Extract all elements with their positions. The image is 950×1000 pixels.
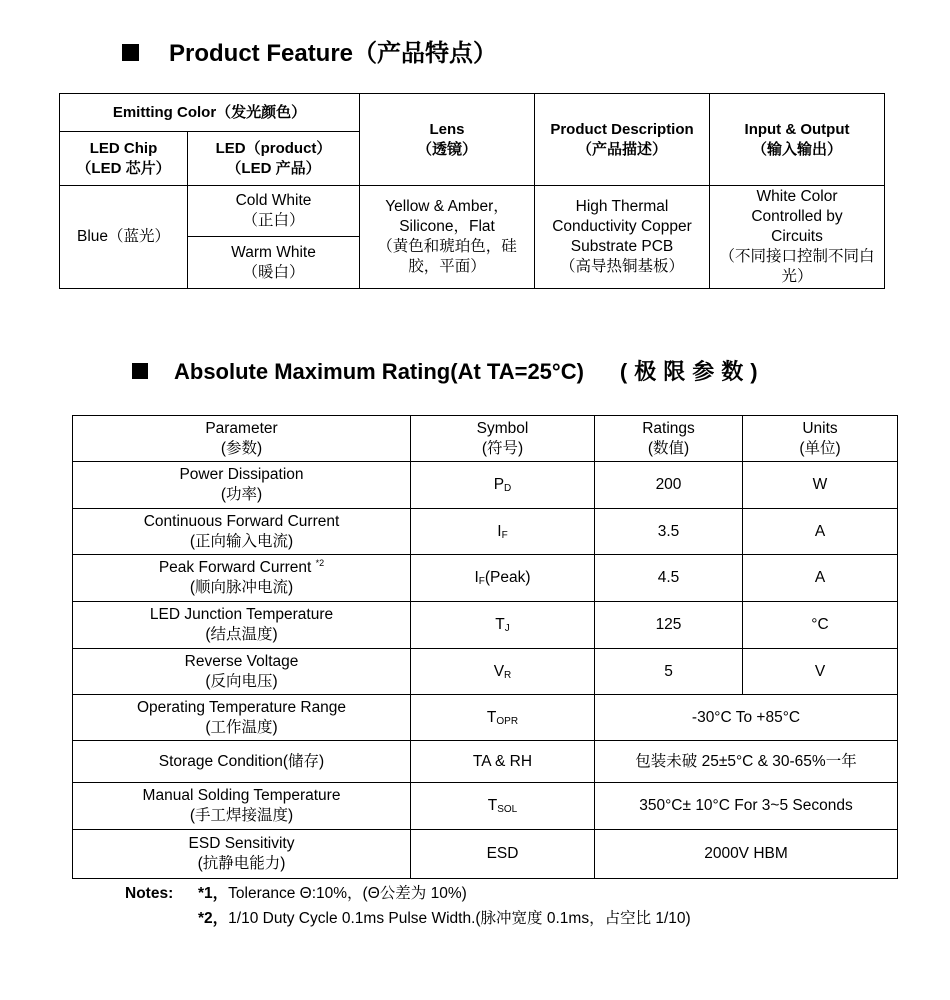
unit-cell: A (743, 555, 898, 602)
lens-header-cn: （透镜） (417, 140, 478, 158)
symbol-main: T (487, 797, 498, 814)
symbol-main: I (474, 569, 479, 586)
table-row (73, 695, 898, 741)
parameter-en: Peak Forward Current (158, 559, 312, 576)
rating-cell: 350°C± 10°C For 3~5 Seconds (595, 783, 898, 830)
symbol-subscript: D (504, 483, 512, 494)
unit-cell: A (743, 509, 898, 555)
product-feature-table (59, 93, 885, 289)
unit-cell: W (743, 462, 898, 509)
symbol-cell (411, 555, 595, 602)
parameter-cn: (正向输入电流) (189, 532, 294, 550)
rating-cell: -30°C To +85°C (595, 695, 898, 741)
symbol-header-en: Symbol (476, 419, 529, 437)
note-2-text: 1/10 Duty Cycle 0.1ms Pulse Width.(脉冲宽度 0.1ms，占空比 1/10) (228, 910, 691, 927)
parameter-cell (73, 783, 411, 830)
ratings-header-cn: (数值) (647, 439, 690, 457)
symbol-cell (411, 462, 595, 509)
symbol-cell: ESD (411, 830, 595, 879)
parameter-cn: (功率) (220, 486, 263, 503)
rating-cell: 200 (595, 462, 743, 509)
symbol-header (411, 416, 595, 462)
rating-cell: 2000V HBM (595, 830, 898, 879)
rating-cell: 3.5 (595, 509, 743, 555)
product-description-cell (535, 186, 710, 289)
unit-cell: °C (743, 602, 898, 649)
parameter-cn: (工作温度) (205, 718, 278, 736)
table-row (73, 602, 898, 649)
symbol-cell (411, 602, 595, 649)
lens-en: Yellow & Amber，Silicone，Flat (385, 198, 509, 235)
symbol-main: T (486, 708, 497, 726)
note-2 (198, 911, 691, 927)
symbol-main: T (495, 616, 505, 633)
lens-cn: （黄色和琥珀色，硅胶，平面） (377, 238, 517, 275)
parameter-header-cn: (参数) (220, 439, 263, 457)
rating-cell: 125 (595, 602, 743, 649)
lens-header (360, 94, 535, 186)
parameter-en: Continuous Forward Current (143, 512, 340, 530)
symbol-cell: TA & RH (411, 741, 595, 783)
parameter-en: Manual Solding Temperature (142, 787, 341, 804)
table-header-row (73, 416, 898, 462)
led-chip-header (60, 132, 188, 186)
symbol-cell (411, 695, 595, 741)
units-header-cn: (单位) (799, 439, 841, 457)
product-description-header-en: Product Description (550, 120, 694, 138)
symbol-subscript: F (501, 529, 508, 541)
parameter-en: Reverse Voltage (184, 652, 299, 670)
input-output-en: White Color Controlled by Circuits (751, 188, 843, 245)
absolute-max-rating-title: Absolute Maximum Rating(At TA=25°C) (174, 359, 584, 384)
symbol-subscript: OPR (496, 715, 519, 727)
table-row (73, 830, 898, 879)
parameter-cn: (手工焊接温度) (189, 807, 294, 824)
symbol-main: P (493, 476, 505, 493)
input-output-cn: （不同接口控制不同白光） (719, 248, 875, 285)
notes-label: Notes: (125, 885, 174, 902)
note-reference: *2 (315, 558, 325, 568)
absolute-max-rating-title-cn: (极限参数) (619, 359, 765, 384)
warm-white-en: Warm White (231, 243, 316, 261)
symbol-cell (411, 649, 595, 695)
absolute-max-rating-heading (132, 361, 765, 383)
symbol-main: I (497, 522, 502, 540)
symbol-cell (411, 509, 595, 555)
led-chip-cell: Blue（蓝光） (60, 186, 188, 289)
input-output-header (710, 94, 885, 186)
led-chip-header-en: LED Chip (89, 139, 158, 157)
ratings-header (595, 416, 743, 462)
parameter-cell (73, 649, 411, 695)
parameter-cell (73, 830, 411, 879)
product-feature-heading (122, 42, 497, 66)
note-1-text: Tolerance Θ:10%，(Θ公差为 10%) (228, 885, 467, 902)
units-header (743, 416, 898, 462)
table-row (73, 462, 898, 509)
emitting-color-header: Emitting Color（发光颜色） (60, 94, 360, 132)
unit-cell: V (743, 649, 898, 695)
led-product-header-cn: （LED 产品） (226, 159, 321, 177)
input-output-cell (710, 186, 885, 289)
cold-white-en: Cold White (235, 192, 312, 209)
product-description-en: High Thermal Conductivity Copper Substrate PCB (552, 198, 692, 255)
parameter-en: LED Junction Temperature (149, 606, 334, 623)
led-chip-header-cn: （LED 芯片） (76, 159, 171, 177)
parameter-cn: (结点温度) (205, 626, 278, 643)
lens-cell (360, 186, 535, 289)
note-1 (198, 886, 467, 902)
square-bullet-icon (132, 363, 148, 379)
parameter-cell: Storage Condition(储存) (73, 741, 411, 783)
table-row (73, 783, 898, 830)
table-row (73, 509, 898, 555)
note-1-number: *1， (198, 885, 229, 902)
parameter-header-en: Parameter (205, 419, 278, 437)
warm-white-cn: （暖白） (242, 263, 305, 281)
cold-white-cn: （正白） (242, 212, 305, 229)
lens-header-en: Lens (429, 120, 465, 138)
parameter-cell (73, 509, 411, 555)
symbol-subscript: J (504, 623, 510, 634)
note-2-number: *2， (198, 910, 229, 927)
square-bullet-icon (122, 44, 139, 61)
parameter-cell (73, 602, 411, 649)
rating-cell: 包装未破 25±5°C & 30-65%一年 (595, 741, 898, 783)
input-output-header-cn: （输入输出） (752, 140, 843, 158)
parameter-cell (73, 555, 411, 602)
parameter-cn: (反向电压) (205, 672, 278, 690)
symbol-subscript: SOL (497, 804, 518, 815)
parameter-cell (73, 695, 411, 741)
rating-cell: 4.5 (595, 555, 743, 602)
parameter-cell (73, 462, 411, 509)
warm-white-cell (188, 237, 360, 289)
parameter-en: Operating Temperature Range (136, 698, 347, 716)
led-product-header (188, 132, 360, 186)
cold-white-cell (188, 186, 360, 237)
symbol-suffix: (Peak) (484, 569, 531, 586)
parameter-cn: (顺向脉冲电流) (189, 579, 294, 596)
ratings-header-en: Ratings (642, 419, 695, 437)
product-description-header (535, 94, 710, 186)
led-product-header-en: LED（product） (215, 139, 332, 157)
parameter-en: Power Dissipation (179, 466, 304, 483)
symbol-main: V (493, 662, 505, 680)
rating-cell: 5 (595, 649, 743, 695)
table-row (73, 741, 898, 783)
input-output-header-en: Input & Output (744, 120, 850, 138)
units-header-en: Units (802, 419, 838, 437)
symbol-subscript: F (478, 576, 485, 587)
symbol-header-cn: (符号) (481, 439, 524, 457)
parameter-en: ESD Sensitivity (188, 835, 295, 852)
product-feature-title: Product Feature（产品特点） (169, 40, 498, 67)
parameter-cn: (抗静电能力) (197, 855, 286, 872)
symbol-cell (411, 783, 595, 830)
absolute-max-rating-table (72, 415, 898, 879)
symbol-subscript: R (504, 669, 512, 681)
product-description-cn: （高导热铜基板） (560, 258, 685, 275)
table-row (73, 555, 898, 602)
table-row (73, 649, 898, 695)
parameter-header (73, 416, 411, 462)
product-description-header-cn: （产品描述） (577, 140, 668, 158)
